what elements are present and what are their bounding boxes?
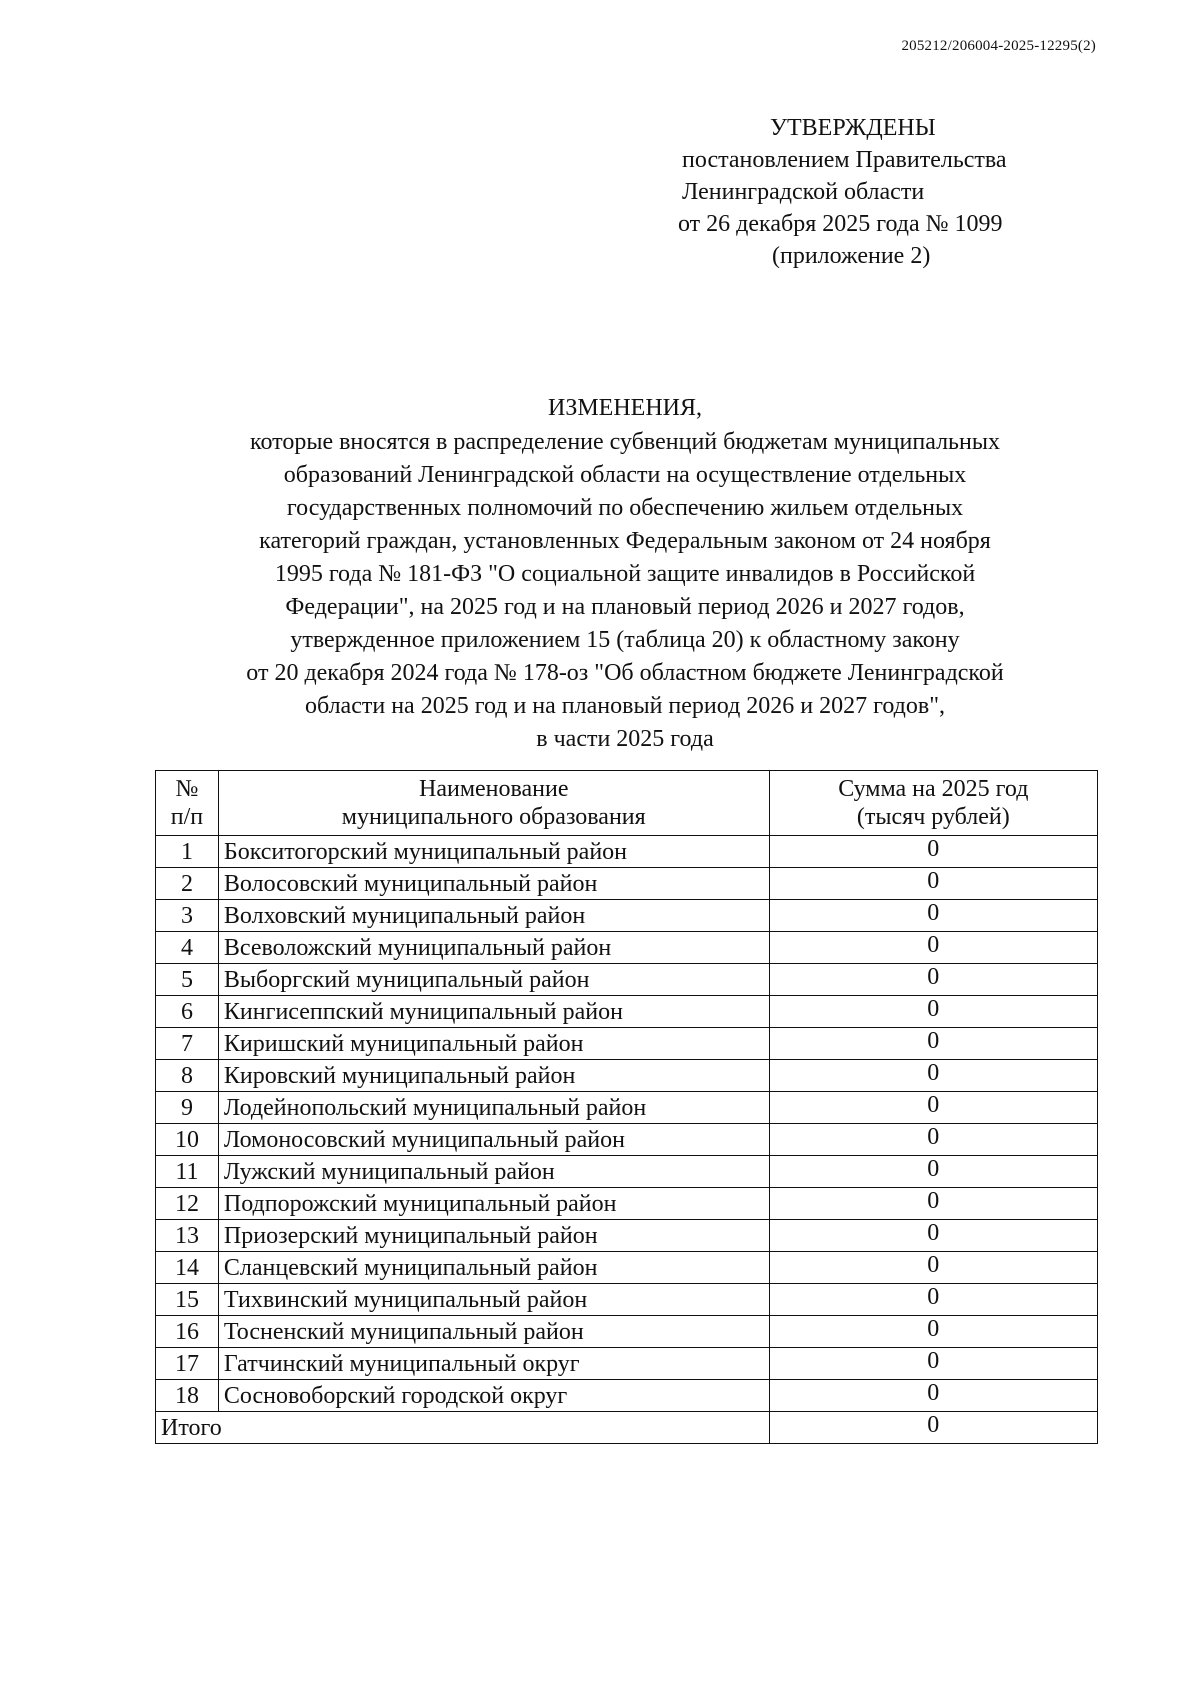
table-row (156, 1380, 1098, 1412)
row-sum: 0 (769, 1220, 1097, 1252)
row-sum: 0 (769, 1124, 1097, 1156)
heading-line: категорий граждан, установленных Федеральным законом от 24 ноября (259, 528, 991, 554)
heading-line: утвержденное приложением 15 (таблица 20) к областному закону (290, 627, 960, 653)
document-registration-number: 205212/206004-2025-12295(2) (901, 38, 1096, 54)
row-number: 1 (156, 836, 219, 868)
row-sum: 0 (769, 1316, 1097, 1348)
row-number: 8 (156, 1060, 219, 1092)
row-sum: 0 (769, 1348, 1097, 1380)
approval-line-4: (приложение 2) (772, 243, 931, 269)
row-municipality: Подпорожский муниципальный район (218, 1188, 769, 1220)
table-row (156, 900, 1098, 932)
row-sum: 0 (769, 1284, 1097, 1316)
header-sum-line-2: (тысяч рублей) (856, 804, 1010, 830)
approval-line-3: от 26 декабря 2025 года № 1099 (678, 211, 1003, 237)
header-municipality-line-1: Наименование (418, 776, 569, 802)
row-sum: 0 (769, 1252, 1097, 1284)
row-number: 17 (156, 1348, 219, 1380)
row-sum: 0 (769, 836, 1097, 868)
approval-line-2: Ленинградской области (682, 179, 925, 205)
table-row (156, 1156, 1098, 1188)
header-number-line-2: п/п (170, 804, 204, 830)
table-total-row (156, 1412, 1098, 1444)
header-municipality (218, 771, 769, 836)
table-row (156, 1124, 1098, 1156)
approval-line-1: постановлением Правительства (682, 147, 1007, 173)
row-sum: 0 (769, 1092, 1097, 1124)
table-body (156, 836, 1098, 1444)
heading-line: Федерации", на 2025 год и на плановый период 2026 и 2027 годов, (285, 594, 965, 620)
row-number: 15 (156, 1284, 219, 1316)
table-row (156, 1028, 1098, 1060)
row-municipality: Сосновоборский городской округ (218, 1380, 769, 1412)
heading-line: 1995 года № 181-ФЗ "О социальной защите инвалидов в Российской (274, 561, 976, 587)
approval-stamp-block (670, 112, 1090, 272)
row-municipality: Кировский муниципальный район (218, 1060, 769, 1092)
row-number: 12 (156, 1188, 219, 1220)
document-heading (130, 390, 1120, 756)
row-municipality: Выборгский муниципальный район (218, 964, 769, 996)
row-number: 11 (156, 1156, 219, 1188)
row-sum: 0 (769, 1060, 1097, 1092)
table-row (156, 1188, 1098, 1220)
row-sum: 0 (769, 868, 1097, 900)
row-number: 10 (156, 1124, 219, 1156)
row-number: 9 (156, 1092, 219, 1124)
row-number: 6 (156, 996, 219, 1028)
table-row (156, 1220, 1098, 1252)
heading-line: области на 2025 год и на плановый период 2026 и 2027 годов", (304, 693, 946, 719)
row-municipality: Сланцевский муниципальный район (218, 1252, 769, 1284)
row-municipality: Лодейнопольский муниципальный район (218, 1092, 769, 1124)
total-label: Итого (156, 1412, 770, 1444)
approval-title: УТВЕРЖДЕНЫ (770, 115, 936, 141)
row-sum: 0 (769, 1028, 1097, 1060)
table-row (156, 1284, 1098, 1316)
header-sum (769, 771, 1097, 836)
row-municipality: Волховский муниципальный район (218, 900, 769, 932)
table-row (156, 932, 1098, 964)
heading-line: государственных полномочий по обеспечению жильем отдельных (286, 495, 964, 521)
subvention-distribution-table (155, 770, 1098, 1444)
row-municipality: Бокситогорский муниципальный район (218, 836, 769, 868)
row-sum: 0 (769, 1380, 1097, 1412)
header-municipality-line-2: муниципального образования (341, 804, 646, 830)
table-row (156, 1252, 1098, 1284)
row-municipality: Киришский муниципальный район (218, 1028, 769, 1060)
table-row (156, 1348, 1098, 1380)
table-header-row (156, 771, 1098, 836)
row-municipality: Тосненский муниципальный район (218, 1316, 769, 1348)
table-row (156, 996, 1098, 1028)
row-sum: 0 (769, 1156, 1097, 1188)
header-sum-line-1: Сумма на 2025 год (838, 776, 1029, 802)
row-number: 18 (156, 1380, 219, 1412)
row-municipality: Тихвинский муниципальный район (218, 1284, 769, 1316)
row-sum: 0 (769, 932, 1097, 964)
row-number: 4 (156, 932, 219, 964)
row-sum: 0 (769, 964, 1097, 996)
heading-line: в части 2025 года (536, 726, 714, 752)
row-municipality: Ломоносовский муниципальный район (218, 1124, 769, 1156)
heading-line: образований Ленинградской области на осуществление отдельных (283, 462, 967, 488)
row-number: 5 (156, 964, 219, 996)
table-row (156, 836, 1098, 868)
heading-line: которые вносятся в распределение субвенций бюджетам муниципальных (250, 429, 1000, 455)
row-municipality: Волосовский муниципальный район (218, 868, 769, 900)
row-municipality: Гатчинский муниципальный округ (218, 1348, 769, 1380)
row-number: 13 (156, 1220, 219, 1252)
heading-line: от 20 декабря 2024 года № 178-оз "Об областном бюджете Ленинградской (246, 660, 1004, 686)
heading-title: ИЗМЕНЕНИЯ, (547, 395, 703, 421)
row-number: 16 (156, 1316, 219, 1348)
row-number: 7 (156, 1028, 219, 1060)
row-municipality: Лужский муниципальный район (218, 1156, 769, 1188)
row-municipality: Всеволожский муниципальный район (218, 932, 769, 964)
table-row (156, 1316, 1098, 1348)
row-number: 2 (156, 868, 219, 900)
row-municipality: Кингисеппский муниципальный район (218, 996, 769, 1028)
table-row (156, 1092, 1098, 1124)
table-row (156, 964, 1098, 996)
total-sum: 0 (769, 1412, 1097, 1444)
table-row (156, 868, 1098, 900)
row-sum: 0 (769, 996, 1097, 1028)
table-row (156, 1060, 1098, 1092)
row-number: 14 (156, 1252, 219, 1284)
header-number-line-1: № (175, 776, 199, 802)
header-number (156, 771, 219, 836)
row-sum: 0 (769, 900, 1097, 932)
row-municipality: Приозерский муниципальный район (218, 1220, 769, 1252)
row-number: 3 (156, 900, 219, 932)
row-sum: 0 (769, 1188, 1097, 1220)
